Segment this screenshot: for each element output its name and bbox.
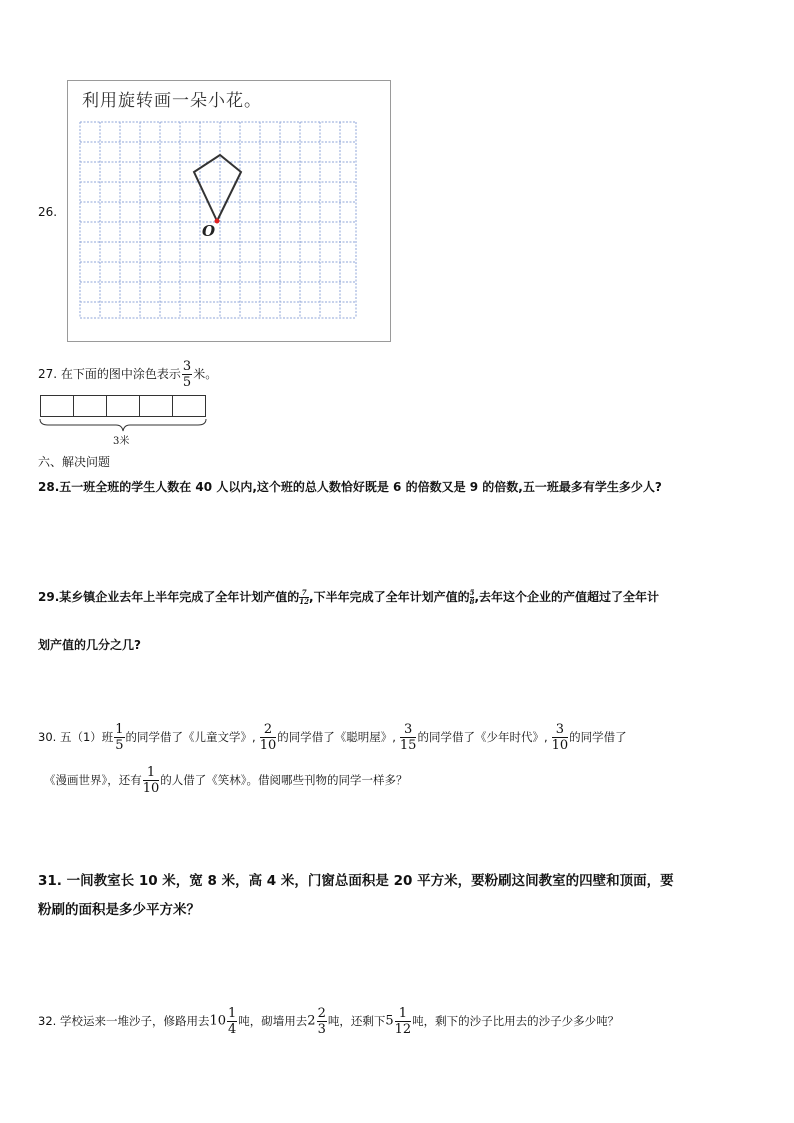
strip-cells[interactable] xyxy=(40,395,206,417)
question-27 xyxy=(38,359,217,390)
figure-title: 利用旋转画一朵小花。 xyxy=(82,91,262,111)
question-27-suffix: 米。 xyxy=(193,367,218,381)
fraction-5-8: $\frac{5}{8}$ xyxy=(469,588,475,606)
fraction-7-12: $\frac{7}{12}$ xyxy=(299,588,310,606)
question-29-line1: 29.某乡镇企业去年上半年完成了全年计划产值的 $\frac{7}{12}$ ,下半年完成了全年计划产值的 $\frac{5}{8}$ ,去年这个企业的产值超过了全年计 xyxy=(38,588,660,606)
grid-figure xyxy=(78,120,358,320)
question-30-line1: 30. 五（1）班 $\frac{1}{5}$ 的同学借了《儿童文学》, $\frac{2}{10}$ 的同学借了《聪明屋》, $\frac{3}{15}$ 的同学借了《少年时代》, $\frac{3}{10}$ 的同学借了 xyxy=(38,722,627,753)
brace xyxy=(38,417,210,433)
brace-label: 3米 xyxy=(113,436,130,447)
strip-cell[interactable] xyxy=(40,395,74,417)
kite-shape xyxy=(194,155,241,221)
strip-cell[interactable] xyxy=(139,395,173,417)
question-26-number: 26. xyxy=(38,205,58,219)
question-27-prefix: 27. 在下面的图中涂色表示 xyxy=(38,367,181,381)
rotation-point xyxy=(215,219,220,224)
question-28: 28.五一班全班的学生人数在 40 人以内,这个班的总人数恰好既是 6 的倍数又是 9 的倍数,五一班最多有学生多少人? xyxy=(38,480,662,494)
section-title: 六、解决问题 xyxy=(38,455,111,469)
strip-cell[interactable] xyxy=(172,395,206,417)
question-31-line1: 31. 一间教室长 10 米，宽 8 米，高 4 米，门窗总面积是 20 平方米，要粉刷这间教室的四壁和顶面，要 xyxy=(38,873,674,889)
question-32: 32. 学校运来一堆沙子，修路用去10 $\frac{1}{4}$ 吨，砌墙用去2 $\frac{2}{3}$ 吨，还剩下5 $\frac{1}{12}$ 吨，剩下的沙子比用去的沙子少多少吨？ xyxy=(38,1006,620,1037)
question-30-line2: 《漫画世界》，还有 $\frac{1}{10}$ 的人借了《笑林》。借阅哪些刊物的同学一样多？ xyxy=(44,765,408,796)
point-label: O xyxy=(202,222,216,240)
fraction-3-5: $\frac{3}{5}$ xyxy=(182,359,192,390)
question-31-line2: 粉刷的面积是多少平方米？ xyxy=(38,902,200,918)
strip-cell[interactable] xyxy=(106,395,140,417)
question-29-line2: 划产值的几分之几? xyxy=(38,638,141,652)
strip-cell[interactable] xyxy=(73,395,107,417)
